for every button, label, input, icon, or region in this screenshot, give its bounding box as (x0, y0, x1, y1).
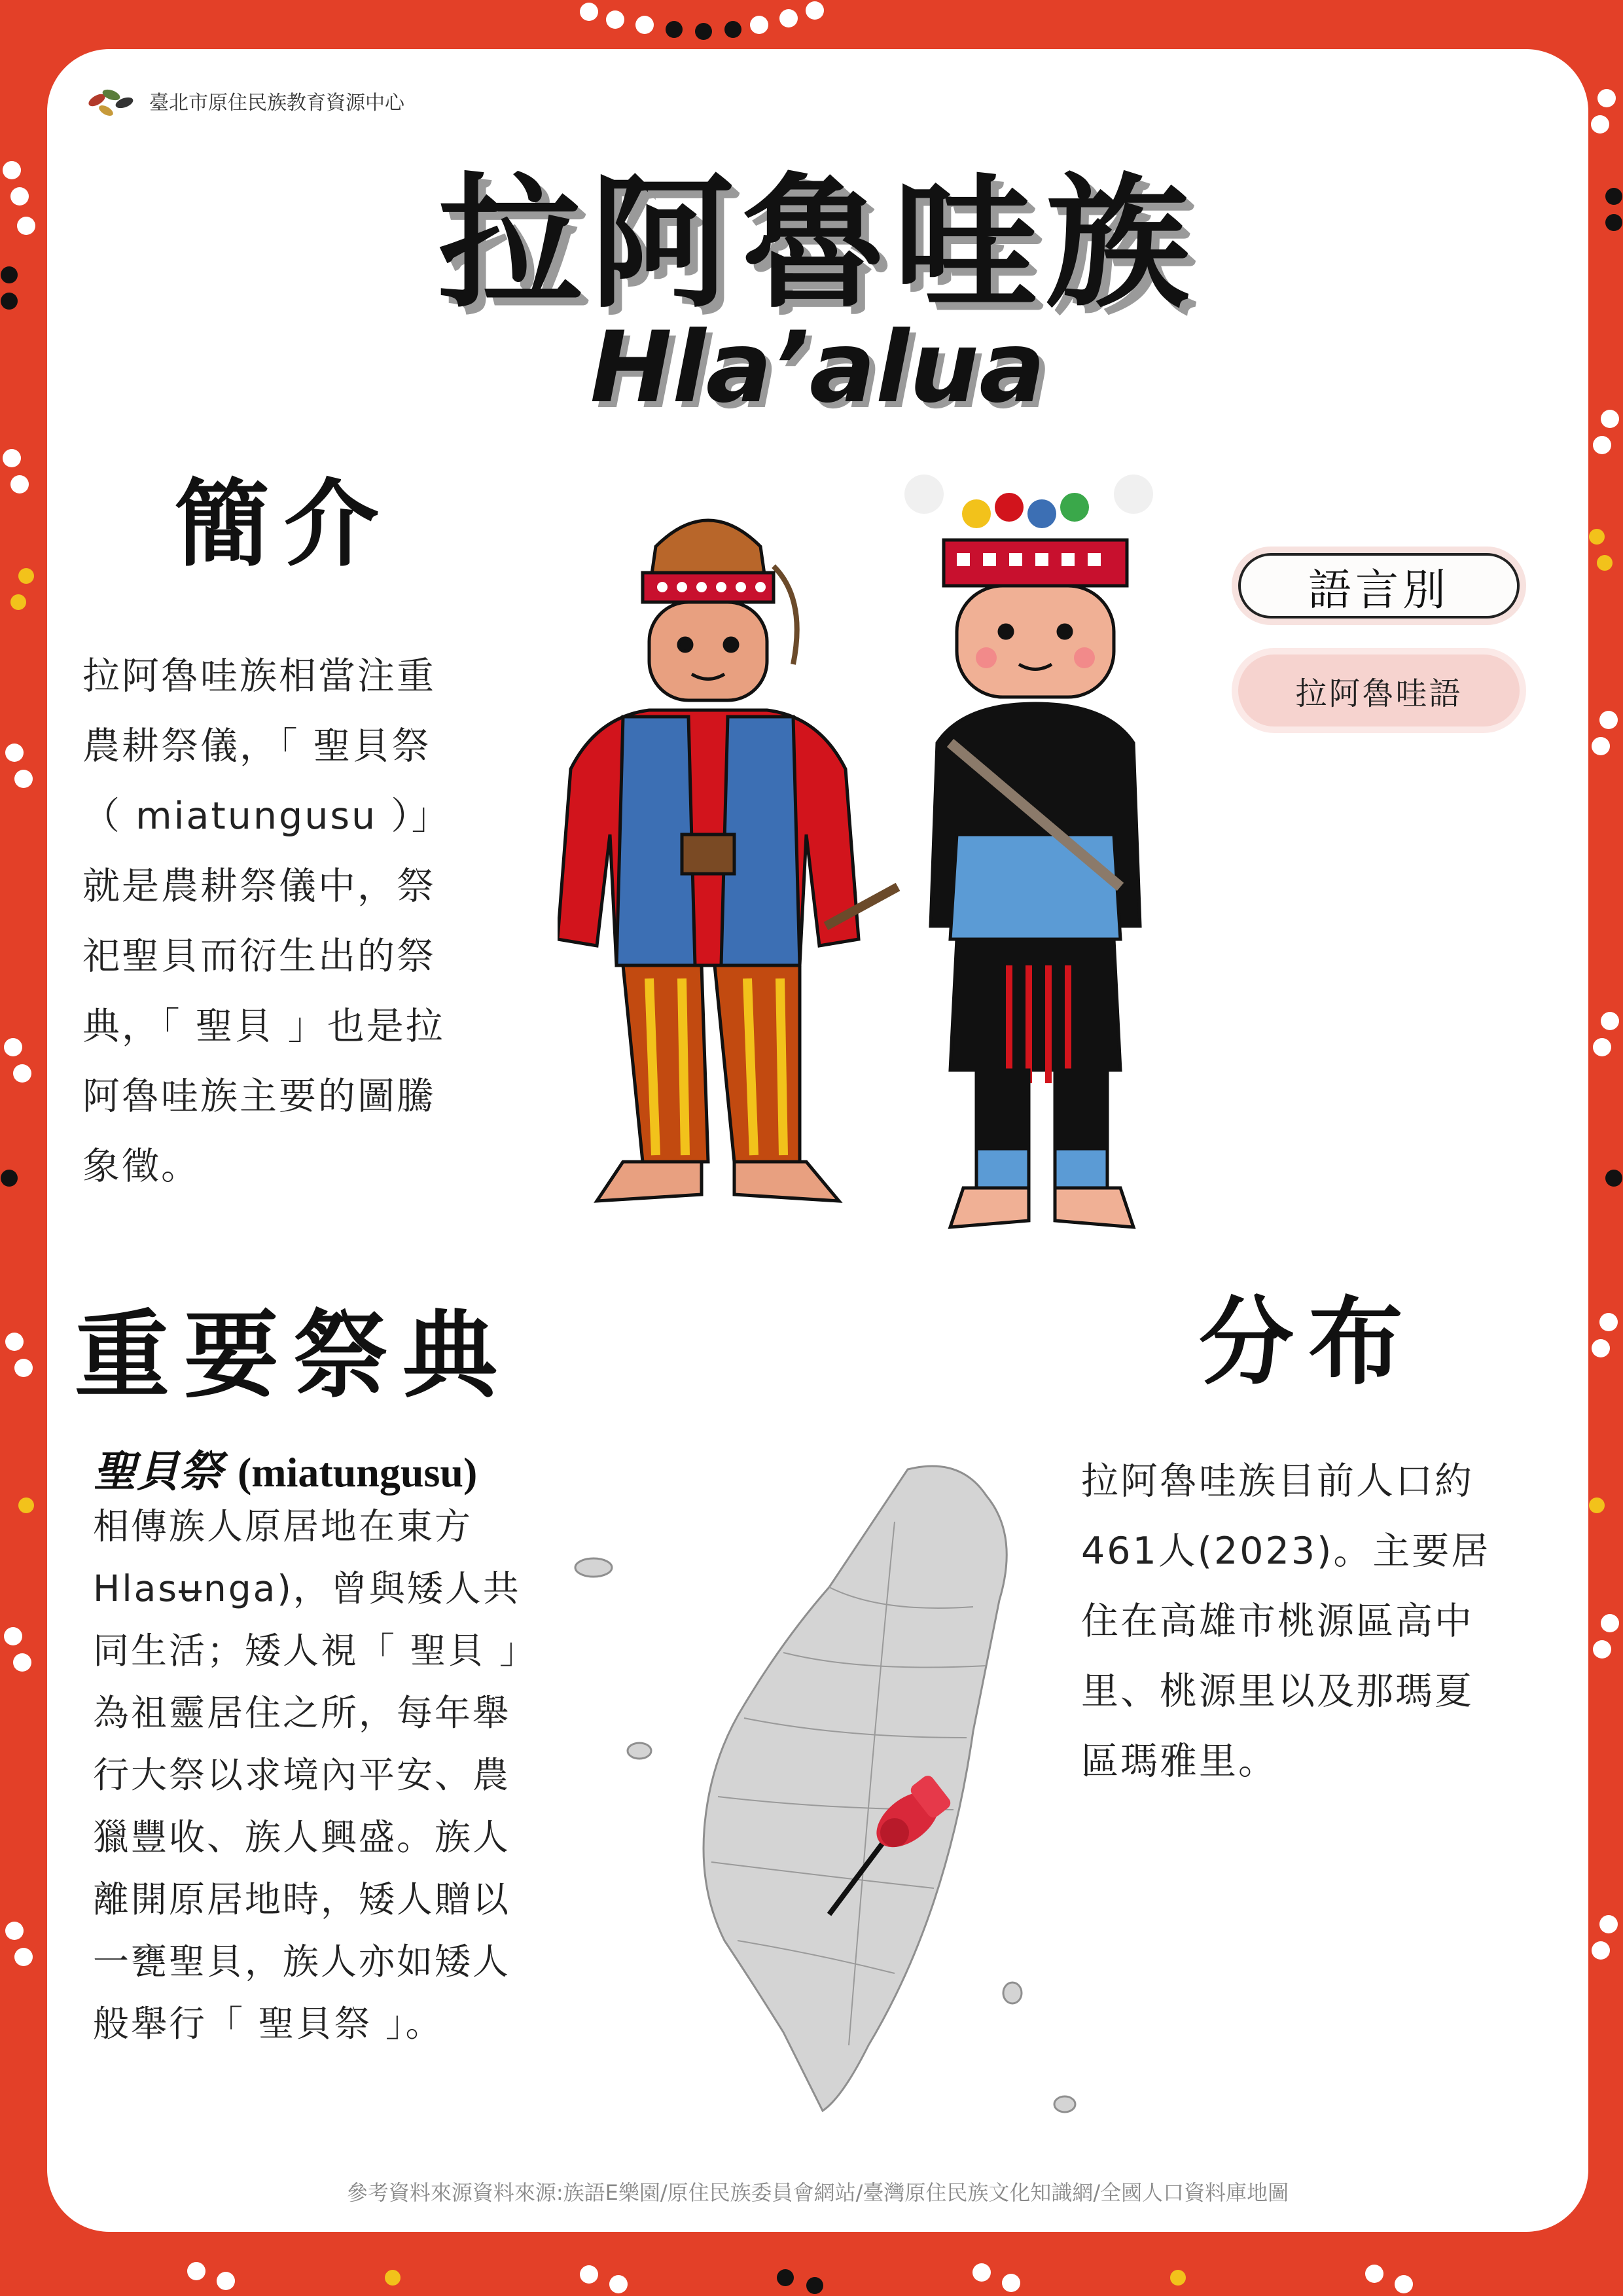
festival-heading: 重要祭典 (75, 1300, 512, 1411)
page-title: 拉阿魯哇族 (438, 158, 1198, 327)
festival-name-en: (miatungusu) (237, 1449, 478, 1496)
festival-name-zh: 聖貝祭 (93, 1446, 223, 1497)
language-label-badge: 語言別 (1238, 553, 1520, 619)
leaf-emblem-icon (84, 81, 143, 121)
taiwan-map-icon (567, 1456, 1104, 2124)
festival-text: 相傳族人原居地在東方 Hlasʉnga)，曾與矮人共 同生活；矮人視「 聖貝 」 為祖靈居住之所，每年舉 行大祭以求境內平安、農 獵豐收、族人興盛。族人 離開原居地時，矮人贈以 一甕聖貝，族人亦如矮人 般舉行「 聖貝祭 」。 (93, 1505, 537, 2045)
organization-name: 臺北市原住民族教育資源中心 (149, 92, 404, 115)
distribution-heading: 分布 (1199, 1287, 1418, 1398)
male-figure (558, 520, 898, 1201)
costumed-couple-illustration (558, 468, 1258, 1299)
intro-heading: 簡介 (175, 469, 393, 580)
intro-text: 拉阿魯哇族相當注重 農耕祭儀，「 聖貝祭 （ miatungusu ）」 就是農耕祭儀中，祭 祀聖貝而衍生出的祭 典，「 聖貝 」也是拉 阿魯哇族主要的圖騰 象徵。 (82, 655, 451, 1188)
female-figure (904, 475, 1153, 1227)
poster-card (47, 49, 1588, 2232)
distribution-text: 拉阿魯哇族目前人口約 461人(2023)。主要居 住在高雄市桃源區高中 里、桃源里以及那瑪夏 區瑪雅里。 (1081, 1460, 1491, 1783)
language-value-badge: 拉阿魯哇語 (1238, 655, 1520, 726)
footer-sources: 參考資料來源資料來源:族語E樂園/原住民族委員會網站/臺灣原住民族文化知識網/全國人口資料庫地圖 (346, 2180, 1289, 2205)
festival-title (93, 1437, 477, 1499)
page-subtitle: Hla’alua (590, 311, 1046, 425)
organization-header (84, 81, 404, 121)
